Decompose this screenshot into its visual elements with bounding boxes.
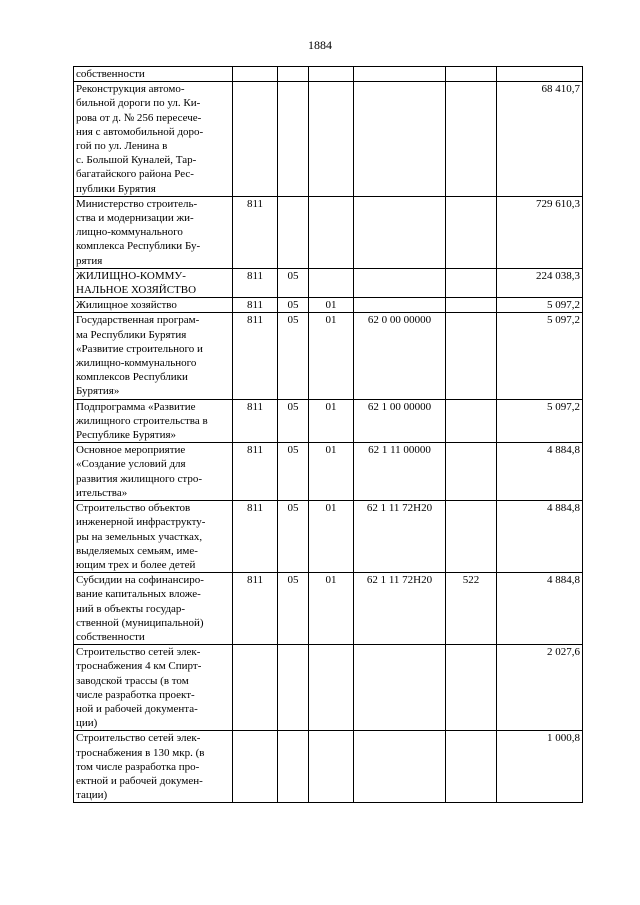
row-name: Субсидии на софинансиро- вание капитальных вложе- ний в объекты государ- ственной (муниципальной) собственности [74,573,233,645]
row-name: Строительство сетей элек- троснабжения 4 км Спирт- заводской трассы (в том числе разработка проект- ной и рабочей документа- ции) [74,645,233,731]
page-number: 1884 [308,38,332,52]
expense-type-code [446,399,497,443]
amount: 729 610,3 [497,196,583,268]
subsection-code [309,196,354,268]
subsection-code: 01 [309,443,354,501]
amount: 4 884,8 [497,573,583,645]
table-row [74,443,583,501]
section-code [278,645,309,731]
target-article-code: 62 1 11 00000 [354,443,446,501]
section-code [278,196,309,268]
table-row [74,298,583,313]
expense-type-code [446,298,497,313]
ministry-code: 811 [233,313,278,399]
target-article-code: 62 0 00 00000 [354,313,446,399]
target-article-code [354,67,446,82]
ministry-code: 811 [233,196,278,268]
ministry-code: 811 [233,399,278,443]
target-article-code [354,731,446,803]
subsection-code: 01 [309,501,354,573]
target-article-code: 62 1 11 72Н20 [354,501,446,573]
subsection-code: 01 [309,298,354,313]
target-article-code [354,645,446,731]
amount: 4 884,8 [497,443,583,501]
amount: 1 000,8 [497,731,583,803]
ministry-code [233,82,278,197]
amount: 5 097,2 [497,298,583,313]
section-code: 05 [278,501,309,573]
subsection-code: 01 [309,399,354,443]
target-article-code [354,82,446,197]
row-name: Подпрограмма «Развитие жилищного строительства в Республике Бурятия» [74,399,233,443]
section-code: 05 [278,313,309,399]
target-article-code [354,196,446,268]
ministry-code: 811 [233,501,278,573]
subsection-code [309,82,354,197]
row-name: Основное мероприятие «Создание условий для развития жилищного стро- ительства» [74,443,233,501]
expense-type-code [446,313,497,399]
section-code [278,731,309,803]
ministry-code: 811 [233,573,278,645]
row-name: собственности [74,67,233,82]
amount [497,67,583,82]
ministry-code: 811 [233,443,278,501]
section-code [278,67,309,82]
ministry-code: 811 [233,268,278,297]
section-code: 05 [278,298,309,313]
expense-type-code [446,731,497,803]
row-name: Жилищное хозяйство [74,298,233,313]
amount: 2 027,6 [497,645,583,731]
amount: 224 038,3 [497,268,583,297]
table-row [74,268,583,297]
table-row [74,731,583,803]
table-row [74,399,583,443]
subsection-code: 01 [309,573,354,645]
expense-type-code [446,501,497,573]
row-name: Реконструкция автомо- бильной дороги по ул. Ки- рова от д. № 256 пересече- ния с автомобильной доро- гой по ул. Ленина в с. Большой Куналей, Тар- багатайского района Рес- публики Бурятия [74,82,233,197]
expense-type-code [446,67,497,82]
subsection-code [309,645,354,731]
expense-type-code [446,196,497,268]
subsection-code [309,67,354,82]
expense-type-code [446,268,497,297]
target-article-code: 62 1 00 00000 [354,399,446,443]
section-code: 05 [278,443,309,501]
section-code [278,82,309,197]
target-article-code [354,268,446,297]
row-name: ЖИЛИЩНО-КОММУ- НАЛЬНОЕ ХОЗЯЙСТВО [74,268,233,297]
section-code: 05 [278,268,309,297]
section-code: 05 [278,399,309,443]
section-code: 05 [278,573,309,645]
expense-type-code [446,645,497,731]
table-row [74,67,583,82]
amount: 5 097,2 [497,313,583,399]
amount: 4 884,8 [497,501,583,573]
row-name: Министерство строитель- ства и модернизации жи- лищно-коммунального комплекса Республики Бу- рятия [74,196,233,268]
ministry-code [233,731,278,803]
row-name: Строительство сетей элек- троснабжения в 130 мкр. (в том числе разработка про- ектной и рабочей докумен- тации) [74,731,233,803]
subsection-code [309,268,354,297]
table-row [74,313,583,399]
table-row [74,501,583,573]
row-name: Государственная програм- ма Республики Бурятия «Развитие строительного и жилищно-коммунального комплексов Республики Бурятия» [74,313,233,399]
row-name: Строительство объектов инженерной инфраструкту- ры на земельных участках, выделяемых семьям, име- ющим трех и более детей [74,501,233,573]
expense-type-code [446,82,497,197]
ministry-code [233,645,278,731]
target-article-code: 62 1 11 72Н20 [354,573,446,645]
table-row [74,645,583,731]
ministry-code [233,67,278,82]
table-row [74,573,583,645]
expense-type-code [446,443,497,501]
target-article-code [354,298,446,313]
amount: 5 097,2 [497,399,583,443]
subsection-code [309,731,354,803]
ministry-code: 811 [233,298,278,313]
expense-type-code: 522 [446,573,497,645]
amount: 68 410,7 [497,82,583,197]
table-row [74,82,583,197]
subsection-code: 01 [309,313,354,399]
budget-table [73,66,583,803]
table-row [74,196,583,268]
